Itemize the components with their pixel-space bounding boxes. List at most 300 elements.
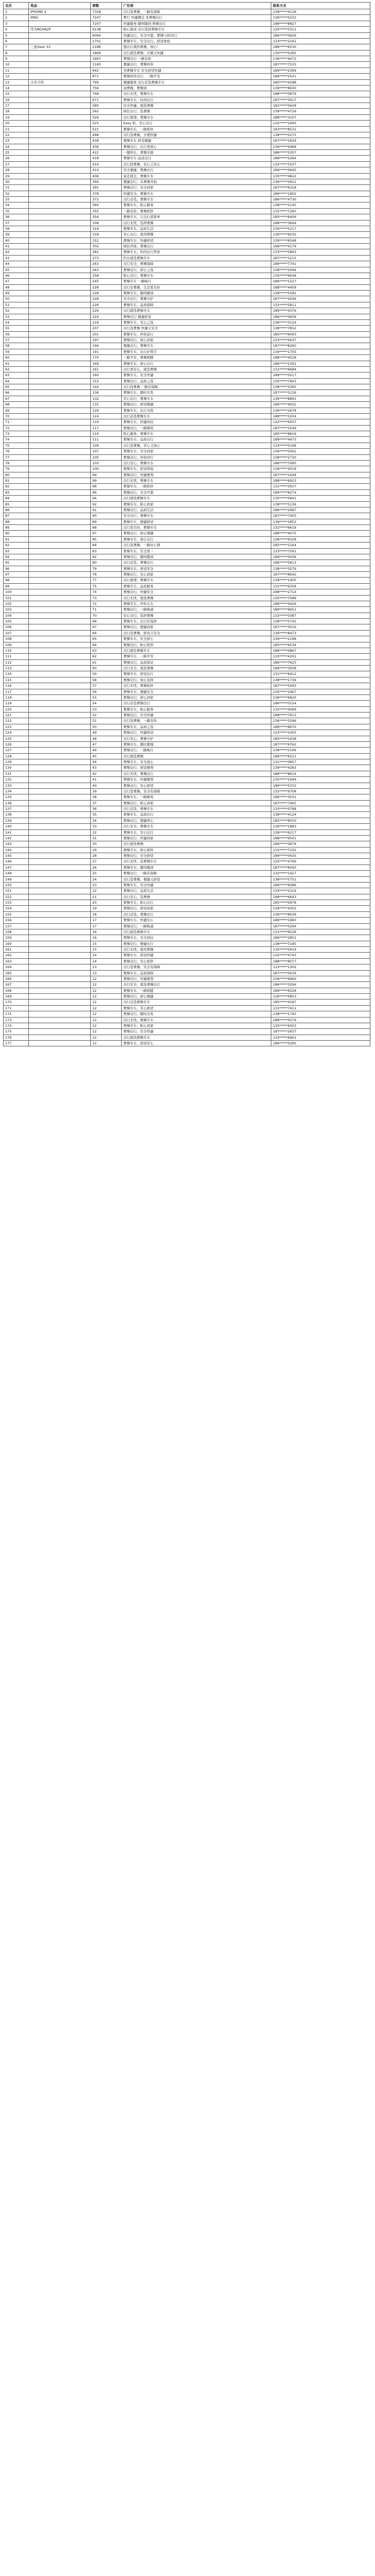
rank-cell: 30 (3, 179, 29, 184)
slogan-cell: 出行无忧，选择曹操 (122, 221, 271, 226)
votes-cell: 44 (91, 759, 122, 765)
rank-cell: 101 (3, 596, 29, 601)
prize-cell (29, 367, 91, 372)
table-row (3, 249, 370, 255)
slogan-cell: 出行就选曹操专车 (122, 308, 271, 313)
table-row (3, 326, 370, 331)
slogan-cell: 出行更美好，曹操专车 (122, 525, 271, 530)
votes-cell: 13 (91, 964, 122, 970)
contact-cell: 186*****2851 (271, 935, 370, 940)
prize-cell (29, 578, 91, 583)
rank-cell: 64 (3, 379, 29, 384)
contact-cell: 187*****7533 (271, 62, 370, 67)
slogan-cell: 曹操专车，一路平安 (122, 654, 271, 659)
slogan-cell: 曹操出行，舒心到家 (122, 695, 271, 700)
contact-cell: 187*****5126 (271, 390, 370, 395)
prize-cell (29, 179, 91, 184)
votes-cell: 169 (91, 361, 122, 366)
rank-cell: 11 (3, 68, 29, 73)
votes-cell: 521 (91, 127, 122, 132)
votes-cell: 71 (91, 607, 122, 612)
table-row (3, 543, 370, 548)
contact-cell: 187*****9762 (271, 742, 370, 747)
table-row (3, 267, 370, 273)
prize-cell (29, 713, 91, 718)
contact-cell: 131*****0857 (271, 759, 370, 765)
slogan-cell: 曹操专车 品质出行 (122, 156, 271, 161)
prize-cell (29, 929, 91, 935)
prize-cell (29, 654, 91, 659)
contact-cell: 188*****5079 (271, 1018, 370, 1023)
prize-cell (29, 419, 91, 425)
contact-cell: 186*****0659 (271, 314, 370, 319)
slogan-cell: 曹操出行，舒适便利 (122, 765, 271, 770)
rank-cell: 123 (3, 724, 29, 730)
prize-cell (29, 953, 91, 958)
slogan-cell: 曹操专车，舒适体验 (122, 466, 271, 471)
contact-cell: 136*****1883 (271, 824, 370, 829)
votes-cell: 100 (91, 466, 122, 471)
prize-cell (29, 103, 91, 108)
rank-cell: 144 (3, 848, 29, 853)
votes-cell: 20 (91, 900, 122, 905)
rank-cell: 138 (3, 812, 29, 817)
table-row (3, 443, 370, 449)
votes-cell: 129 (91, 408, 122, 413)
slogan-cell: 出行首选，曹操出行 (122, 912, 271, 917)
prize-cell (29, 308, 91, 313)
contact-cell: 138*****5742 (271, 619, 370, 624)
prize-cell: 小米手环 (29, 80, 91, 85)
votes-cell: 17 (91, 924, 122, 929)
prize-cell (29, 894, 91, 900)
table-row (3, 261, 370, 267)
table-row (3, 601, 370, 607)
contact-cell: 185*****0978 (271, 900, 370, 905)
prize-cell (29, 226, 91, 231)
prize-cell (29, 848, 91, 853)
table-row (3, 455, 370, 461)
slogan-cell: 曹操出行，舒心之选 (122, 267, 271, 273)
table-row (3, 44, 370, 50)
votes-cell: 12 (91, 1035, 122, 1040)
slogan-cell: 曹操出行，便捷舒心 (122, 818, 271, 823)
rank-cell: 140 (3, 824, 29, 829)
slogan-cell: 贴心出行，曹操专车 (122, 273, 271, 278)
table-row (3, 103, 370, 109)
votes-cell: 82 (91, 554, 122, 560)
votes-cell: 26 (91, 865, 122, 870)
contact-cell: 132*****1940 (271, 121, 370, 126)
slogan-cell: 曹操专车，安心出行 (122, 830, 271, 835)
rank-cell: 168 (3, 988, 29, 993)
votes-cell: 414 (91, 167, 122, 173)
table-row (3, 314, 370, 320)
votes-cell: 98 (91, 484, 122, 489)
table-row (3, 97, 370, 103)
table-row (3, 906, 370, 911)
table-row (3, 343, 370, 349)
table-row (3, 496, 370, 501)
prize-cell (29, 39, 91, 44)
slogan-cell: 安心出行，就用曹操 (122, 232, 271, 237)
votes-cell: 52 (91, 713, 122, 718)
rank-cell: 54 (3, 320, 29, 325)
contact-cell: 189*****1960 (271, 918, 370, 923)
table-row (3, 349, 370, 355)
table-row (3, 806, 370, 812)
votes-cell: 372 (91, 197, 122, 202)
rank-cell: 137 (3, 806, 29, 811)
slogan-cell: 曹操出行，安全舒适 (122, 853, 271, 858)
prize-cell (29, 1029, 91, 1034)
slogan-cell: 出行就选曹操，方便又快捷 (122, 50, 271, 56)
votes-cell: 75 (91, 584, 122, 589)
contact-cell: 185*****4187 (271, 999, 370, 1005)
slogan-cell: 曹操出行，放心选择 (122, 677, 271, 683)
votes-cell: 55 (91, 695, 122, 700)
contact-cell: 187*****5093 (271, 683, 370, 688)
contact-cell: 189*****3058 (271, 666, 370, 671)
votes-cell: 228 (91, 285, 122, 290)
rank-cell: 175 (3, 1029, 29, 1034)
slogan-cell: 出行就选曹操专车 (122, 929, 271, 935)
contact-cell: 131*****7411 (271, 1006, 370, 1011)
rank-cell: 107 (3, 631, 29, 636)
slogan-cell: 曹操出行，品质保证 (122, 660, 271, 665)
slogan-cell: Easy 和，安心出行 (122, 121, 271, 126)
rank-cell: 88 (3, 519, 29, 524)
slogan-cell: 出行安全，曹操专车 (122, 824, 271, 829)
votes-cell: 228 (91, 291, 122, 296)
rank-cell: 33 (3, 197, 29, 202)
rank-cell: 87 (3, 513, 29, 518)
votes-cell: 38 (91, 794, 122, 800)
rank-cell: 136 (3, 801, 29, 806)
rank-cell: 21 (3, 127, 29, 132)
prize-cell (29, 174, 91, 179)
prize-cell (29, 742, 91, 747)
slogan-cell: 一键叫车，曹操来接 (122, 150, 271, 155)
prize-cell (29, 273, 91, 278)
slogan-cell: 出行无忧，曹操专车 (122, 91, 271, 96)
contact-cell: 135*****2467 (271, 689, 370, 694)
rank-cell: 160 (3, 941, 29, 946)
votes-cell: 111 (91, 437, 122, 442)
contact-cell: 189*****2399 (271, 68, 370, 73)
contact-cell: 185*****6093 (271, 332, 370, 337)
table-row (3, 912, 370, 918)
contact-cell: 130*****5217 (271, 226, 370, 231)
rank-cell: 115 (3, 677, 29, 683)
rank-cell: 19 (3, 115, 29, 120)
slogan-cell: 想出行就约曹操，放心！ (122, 44, 271, 49)
prize-cell (29, 296, 91, 301)
slogan-cell: 约车就选曹操专车 (122, 256, 271, 261)
votes-cell: 391 (91, 185, 122, 190)
table-row (3, 812, 370, 818)
table-row (3, 671, 370, 677)
table-row (3, 185, 370, 191)
rank-cell: 147 (3, 865, 29, 870)
table-row (3, 537, 370, 543)
contact-cell: 189*****0217 (271, 372, 370, 378)
slogan-cell: 便捷服务 出行首选曹操专车 (122, 80, 271, 85)
rank-cell: 9 (3, 56, 29, 61)
table-row (3, 689, 370, 695)
slogan-cell: 一路有你，曹操相伴 (122, 209, 271, 214)
contact-cell: 138*****2196 (271, 748, 370, 753)
contact-cell: 139*****2678 (271, 408, 370, 413)
votes-cell: 12 (91, 1006, 122, 1011)
header-votes: 票数 (91, 3, 122, 9)
slogan-cell: 出行就找曹操专车 (122, 496, 271, 501)
slogan-cell: 出行安全，就选曹操出行 (122, 982, 271, 987)
table-row (3, 660, 370, 666)
rank-cell: 39 (3, 232, 29, 237)
slogan-cell: 出行选曹操，安全有保障 (122, 964, 271, 970)
table-row (3, 21, 370, 27)
votes-cell: 42 (91, 771, 122, 776)
contact-cell: 139*****4128 (271, 9, 370, 14)
rank-cell: 135 (3, 794, 29, 800)
slogan-cell: 曹操出行，随叫随到 (122, 554, 271, 560)
slogan-cell: 出行无忧，曹操相伴 (122, 683, 271, 688)
contact-cell: 189*****0645 (271, 167, 370, 173)
table-row (3, 853, 370, 859)
slogan-cell: 曹操专车，安全舒心 (122, 636, 271, 641)
rank-cell: 75 (3, 443, 29, 448)
slogan-cell: 曹操专车，安全第一 (122, 549, 271, 554)
contact-cell: 133*****0798 (271, 806, 370, 811)
votes-cell: 50 (91, 724, 122, 730)
prize-cell (29, 801, 91, 806)
prize-cell (29, 414, 91, 419)
table-row (3, 308, 370, 314)
rank-cell: 99 (3, 584, 29, 589)
rank-cell: 82 (3, 484, 29, 489)
contact-cell: 186*****2391 (271, 361, 370, 366)
rank-cell: 114 (3, 671, 29, 676)
prize-cell (29, 502, 91, 507)
slogan-cell: 快捷安全，曹操专车 (122, 191, 271, 196)
prize-cell: iPHONE X (29, 9, 91, 14)
table-row (3, 502, 370, 507)
slogan-cell: 曹操专车，品质之选 (122, 724, 271, 730)
prize-cell (29, 279, 91, 284)
table-row (3, 138, 370, 144)
contact-cell: 186*****0926 (271, 33, 370, 38)
rank-cell: 37 (3, 221, 29, 226)
votes-cell: 60 (91, 666, 122, 671)
table-row (3, 924, 370, 929)
table-row (3, 718, 370, 724)
rank-cell: 63 (3, 372, 29, 378)
slogan-cell: 曹操专车，贴心到家 (122, 1023, 271, 1028)
votes-cell: 436 (91, 144, 122, 149)
contact-cell: 131*****8412 (271, 671, 370, 676)
slogan-cell: 曹操专车，随叫随到 (122, 291, 271, 296)
table-row (3, 677, 370, 683)
table-row (3, 426, 370, 431)
slogan-cell: 曹操专车，品质出行 (122, 812, 271, 817)
votes-cell: 12 (91, 1018, 122, 1023)
rank-cell: 143 (3, 841, 29, 846)
contact-cell: 188*****7913 (271, 713, 370, 718)
contact-cell: 139*****6548 (271, 238, 370, 243)
contact-cell: 187*****5294 (271, 924, 370, 929)
rank-cell: 34 (3, 202, 29, 208)
contact-cell: 133*****2241 (271, 39, 370, 44)
table-header (3, 2, 370, 9)
slogan-cell: 出行安全，曹操保障 (122, 261, 271, 266)
table-row (3, 244, 370, 249)
prize-cell (29, 648, 91, 653)
slogan-cell: 曹操专车，放心出行 (122, 537, 271, 542)
rank-cell: 92 (3, 543, 29, 548)
prize-cell (29, 549, 91, 554)
votes-cell: 54 (91, 701, 122, 706)
rank-cell: 49 (3, 291, 29, 296)
contact-cell: 135*****0941 (271, 496, 370, 501)
slogan-cell: 说走就走，曹操专车 (122, 174, 271, 179)
table-row (3, 33, 370, 39)
prize-cell (29, 121, 91, 126)
contact-cell: 188*****0876 (271, 91, 370, 96)
votes-cell: 119 (91, 419, 122, 425)
contact-cell: 138*****7852 (271, 326, 370, 331)
table-row (3, 841, 370, 847)
slogan-cell: 出行有曹操，生活更美好 (122, 285, 271, 290)
prize-cell (29, 794, 91, 800)
table-row (3, 9, 370, 15)
rank-cell: 69 (3, 408, 29, 413)
table-row (3, 431, 370, 437)
slogan-cell: 曹操专车，安全到家 (122, 449, 271, 454)
slogan-cell: 出行选曹操，舒适又安全 (122, 631, 271, 636)
rank-cell: 40 (3, 238, 29, 243)
rank-cell: 23 (3, 138, 29, 143)
prize-cell (29, 531, 91, 536)
table-row (3, 232, 370, 238)
slogan-cell: 出行就选曹操 (122, 754, 271, 759)
prize-cell (29, 1011, 91, 1016)
votes-cell: 36 (91, 806, 122, 811)
prize-cell: IPAD (29, 15, 91, 20)
rank-cell: 96 (3, 566, 29, 571)
table-row (3, 631, 370, 636)
contact-cell: 136*****0232 (271, 15, 370, 20)
rank-cell: 98 (3, 578, 29, 583)
contact-cell: 186*****0154 (271, 701, 370, 706)
prize-cell (29, 566, 91, 571)
rank-cell: 158 (3, 929, 29, 935)
votes-cell: 14 (91, 953, 122, 958)
rank-cell: 76 (3, 449, 29, 454)
prize-cell (29, 601, 91, 606)
rank-cell: 58 (3, 343, 29, 348)
prize-cell (29, 859, 91, 864)
slogan-cell: 安心出行，曹操专车 (122, 396, 271, 401)
slogan-cell: 便捷出行，曹操专车 (122, 343, 271, 348)
votes-cell: 201 (91, 332, 122, 337)
rank-cell: 132 (3, 777, 29, 782)
table-row (3, 296, 370, 302)
rank-cell: 55 (3, 326, 29, 331)
votes-cell: 526 (91, 115, 122, 120)
rank-cell: 4 (3, 27, 29, 32)
contact-cell: 132*****9708 (271, 789, 370, 794)
table-row (3, 619, 370, 624)
table-row (3, 238, 370, 244)
contact-cell: 133*****1302 (271, 964, 370, 970)
rank-cell: 24 (3, 144, 29, 149)
prize-cell (29, 361, 91, 366)
rank-cell: 164 (3, 964, 29, 970)
votes-cell: 91 (91, 507, 122, 513)
rank-cell: 127 (3, 748, 29, 753)
table-row (3, 214, 370, 220)
table-row (3, 384, 370, 390)
table-row (3, 273, 370, 279)
slogan-cell: 出行选曹操，方便快捷 (122, 132, 271, 138)
table-row (3, 976, 370, 982)
votes-cell: 78 (91, 572, 122, 577)
table-row (3, 437, 370, 443)
slogan-cell: 贴心服务，曹操专车 (122, 431, 271, 436)
contact-cell: 138*****1745 (271, 1011, 370, 1016)
contact-cell: 136*****0853 (271, 994, 370, 999)
prize-cell (29, 209, 91, 214)
contact-cell: 133*****4437 (271, 337, 370, 343)
rank-cell: 125 (3, 736, 29, 741)
slogan-cell: 曹操专车，便捷舒适 (122, 519, 271, 524)
table-row (3, 372, 370, 378)
table-row (3, 994, 370, 999)
prize-cell (29, 1035, 91, 1040)
votes-cell: 40 (91, 783, 122, 788)
rank-cell: 161 (3, 947, 29, 952)
rank-cell: 47 (3, 279, 29, 284)
contact-cell: 188*****2284 (271, 156, 370, 161)
contact-cell: 186*****5813 (271, 560, 370, 565)
votes-cell: 12 (91, 994, 122, 999)
votes-cell: 80 (91, 560, 122, 565)
rank-cell: 120 (3, 707, 29, 712)
table-row (3, 191, 370, 197)
rank-cell: 94 (3, 554, 29, 560)
slogan-cell: 安心出行，选择曹操 (122, 613, 271, 618)
slogan-cell: 曹操专车，舒适安全 (122, 566, 271, 571)
votes-cell: 47 (91, 742, 122, 747)
table-row (3, 209, 370, 214)
contact-cell: 189*****0435 (271, 853, 370, 858)
table-row (3, 367, 370, 372)
slogan-cell: 曹操专车，安全放心 (122, 759, 271, 765)
prize-cell (29, 525, 91, 530)
rank-cell: 165 (3, 971, 29, 976)
slogan-cell: 出行首选，曹操专车 (122, 197, 271, 202)
prize-cell (29, 261, 91, 266)
rank-cell: 36 (3, 214, 29, 219)
table-row (3, 115, 370, 121)
slogan-cell: 曹操出行 一路有你 (122, 56, 271, 61)
table-row (3, 560, 370, 566)
table-row (3, 1041, 370, 1046)
table-row (3, 221, 370, 226)
contact-cell: 187*****7465 (271, 801, 370, 806)
prize-cell (29, 379, 91, 384)
